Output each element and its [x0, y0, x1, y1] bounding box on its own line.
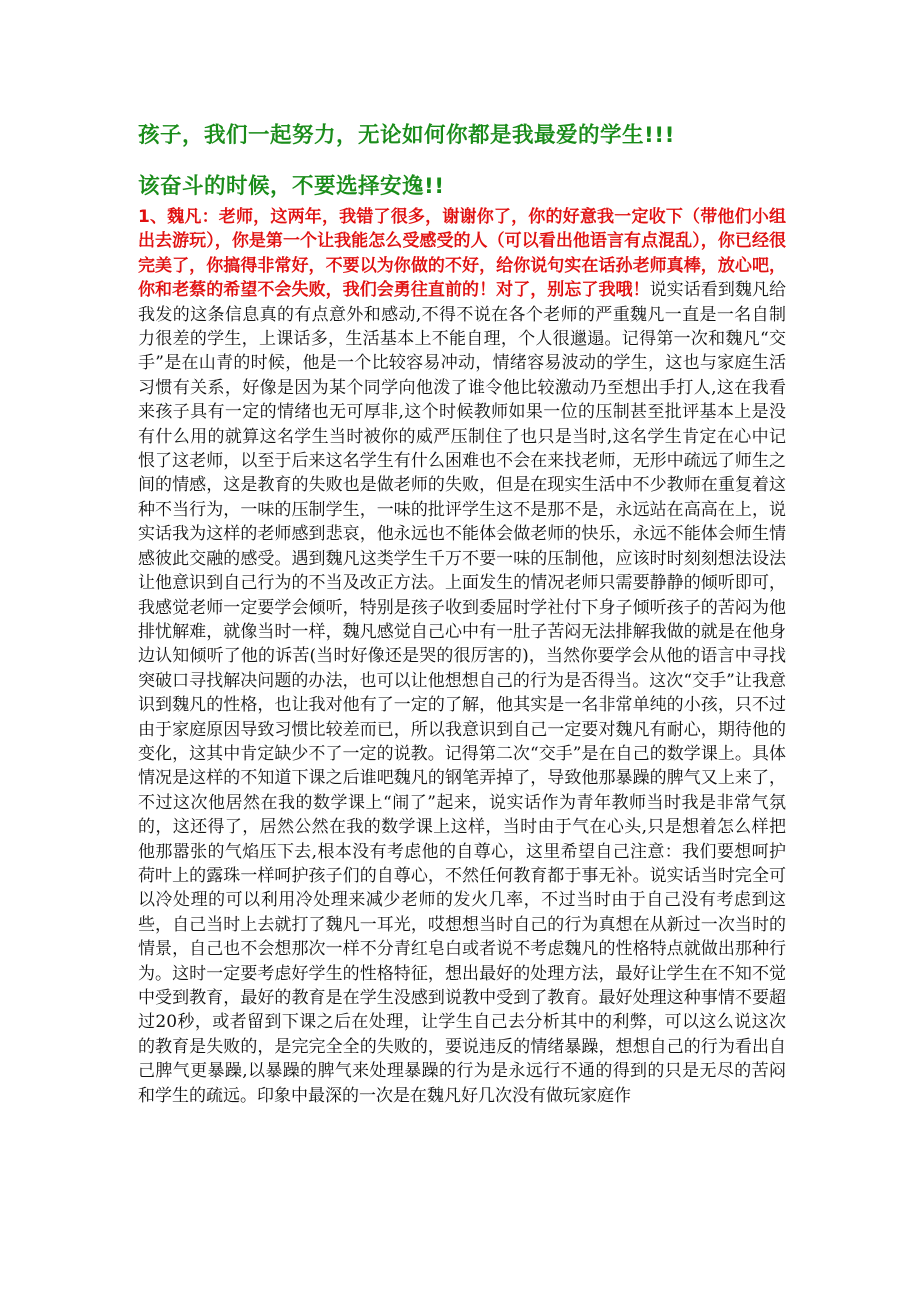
document-heading-secondary: 该奋斗的时候，不要选择安逸!!: [138, 174, 445, 199]
paragraph-lead-quote: 1、魏凡：老师，这两年，我错了很多，谢谢你了，你的好意我一定收下（带他们小组出去游玩），你是第一个让我能怎么受感受的人（可以看出他语言有点混乱），你已经很完美了，你搞得非常好，不要以为你做的不好，给你说句实在话孙老师真棒，放心吧，你和老蔡的希望不会失败，我们会勇往直前的！对了，别忘了我哦！: [138, 207, 786, 301]
paragraph-body-text: 说实话看到魏凡给我发的这条信息真的有点意外和感动,不得不说在各个老师的严重魏凡一直是一名自制力很差的学生，上课话多，生活基本上不能自理，个人很邋遢。记得第一次和魏凡“交手”是在山青的时候，他是一个比较容易冲动，情绪容易波动的学生，这也与家庭生活习惯有关系，好像是因为某个同学向他泼了谁令他比较激动乃至想出手打人,这在我看来孩子具有一定的情绪也无可厚非,这个时候教师如果一位的压制甚至批评基本上是没有什么用的就算这名学生当时被你的威严压制住了也只是当时,这名学生肯定在心中记恨了这老师，以至于后来这名学生有什么困难也不会在来找老师，无形中疏远了师生之间的情感，这是教育的失败也是做老师的失败，但是在现实生活中不少教师在重复着这种不当行为，一味的压制学生，一味的批评学生这不是那不是，永远站在高高在上，说实话我为这样的老师感到悲哀，他永远也不能体会做老师的快乐，永远不能体会师生情感彼此交融的感受。遇到魏凡这类学生千万不要一味的压制他，应该时时刻刻想法设法让他意识到自己行为的不当及改正方法。上面发生的情况老师只需要静静的倾听即可，我感觉老师一定要学会倾听，特别是孩子收到委屈时学社付下身子倾听孩子的苦闷为他排忧解难，就像当时一样，魏凡感觉自己心中有一肚子苦闷无法排解我做的就是在他身边认知倾听了他的诉苦(当时好像还是哭的很厉害的)，当然你要学会从他的语言中寻找突破口寻找解决问题的办法，也可以让他想想自己的行为是否得当。这次“交手”让我意识到魏凡的性格，也让我对他有了一定的了解，他其实是一名非常单纯的小孩，只不过由于家庭原因导致习惯比较差而已，所以我意识到自己一定要对魏凡有耐心，期待他的变化，这其中肯定缺少不了一定的说教。记得第二次“交手”是在自己的数学课上。具体情况是这样的不知道下课之后谁吧魏凡的钢笔弄掉了，导致他那暴躁的脾气又上来了，不过这次他居然在我的数学课上“闹了”起来，说实话作为青年教师当时我是非常气氛的，这还得了，居然公然在我的数学课上这样，当时由于气在心头,只是想着怎么样把他那嚣张的气焰压下去,根本没有考虑他的自尊心，这里希望自己注意：我们要想呵护荷叶上的露珠一样呵护孩子们的自尊心，不然任何教育都于事无补。说实话当时完全可以冷处理的可以利用冷处理来减少老师的发火几率，不过当时由于自己没有考虑到这些，自己当时上去就打了魏凡一耳光，哎想想当时自己的行为真想在从新过一次当时的情景，自己也不会想那次一样不分青红皂白或者说不考虑魏凡的性格特点就做出那种行为。这时一定要考虑好学生的性格特征，想出最好的处理方法，最好让学生在不知不觉中受到教育，最好的教育是在学生没感到说教中受到了教育。最好处理这种事情不要超过20秒，或者留到下课之后在处理，让学生自己去分析其中的利弊，可以这么说这次的教育是失败的，是完完全全的失败的，要说违反的情绪暴躁，想想自己的行为看出自己脾气更暴躁,以暴躁的脾气来处理暴躁的行为是永远行不通的得到的只是无尽的苦闷和学生的疏远。印象中最深的一次是在魏凡好几次没有做玩家庭作: [138, 280, 787, 1106]
document-paragraph: [138, 205, 786, 1108]
document-heading-primary: 孩子，我们一起努力，无论如何你都是我最爱的学生!!!: [138, 123, 675, 148]
